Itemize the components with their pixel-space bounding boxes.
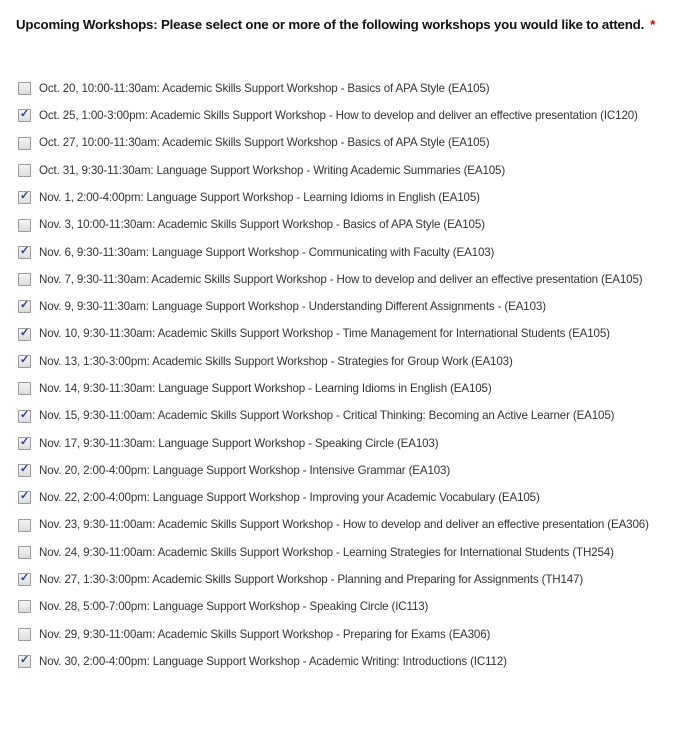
workshop-label[interactable]: Nov. 20, 2:00-4:00pm: Language Support Workshop - Intensive Grammar (EA103) [39, 463, 451, 477]
workshop-checkbox[interactable] [18, 437, 31, 450]
workshop-label[interactable]: Nov. 9, 9:30-11:30am: Language Support Workshop - Understanding Different Assignments - (EA103) [39, 300, 546, 314]
workshop-label[interactable]: Oct. 27, 10:00-11:30am: Academic Skills Support Workshop - Basics of APA Style (EA105) [39, 136, 490, 150]
workshop-label[interactable]: Nov. 28, 5:00-7:00pm: Language Support Workshop - Speaking Circle (IC113) [39, 600, 429, 614]
workshop-checkbox[interactable] [18, 546, 31, 559]
workshop-option[interactable] [18, 648, 658, 675]
workshop-checkbox[interactable] [18, 109, 31, 122]
workshop-option[interactable] [18, 348, 658, 375]
workshop-option[interactable] [18, 566, 658, 593]
workshop-label[interactable]: Nov. 1, 2:00-4:00pm: Language Support Workshop - Learning Idioms in English (EA105) [39, 191, 480, 205]
workshop-option[interactable] [18, 293, 658, 320]
workshop-option[interactable] [18, 512, 658, 539]
workshop-label[interactable]: Nov. 23, 9:30-11:00am: Academic Skills Support Workshop - How to develop and deliver an effective presentation (EA306) [39, 518, 649, 532]
workshop-label[interactable]: Nov. 13, 1:30-3:00pm: Academic Skills Support Workshop - Strategies for Group Work (EA103) [39, 354, 513, 368]
workshop-label[interactable]: Oct. 20, 10:00-11:30am: Academic Skills Support Workshop - Basics of APA Style (EA105) [39, 81, 490, 95]
workshop-label[interactable]: Nov. 27, 1:30-3:00pm: Academic Skills Support Workshop - Planning and Preparing for Assignments (TH147) [39, 572, 584, 586]
workshop-checkbox[interactable] [18, 219, 31, 232]
workshop-checkbox[interactable] [18, 164, 31, 177]
workshop-label[interactable]: Nov. 15, 9:30-11:00am: Academic Skills Support Workshop - Critical Thinking: Becoming an Active Learner (EA105) [39, 409, 615, 423]
workshop-checkbox[interactable] [18, 410, 31, 423]
workshop-option[interactable] [18, 621, 658, 648]
workshop-option[interactable] [18, 539, 658, 566]
workshop-checkbox[interactable] [18, 191, 31, 204]
workshop-label[interactable]: Nov. 17, 9:30-11:30am: Language Support Workshop - Speaking Circle (EA103) [39, 436, 439, 450]
workshop-option[interactable] [18, 402, 658, 429]
question-text: Upcoming Workshops: Please select one or more of the following workshops you would like to attend. [16, 17, 645, 32]
workshop-checkbox[interactable] [18, 628, 31, 641]
workshop-label[interactable]: Oct. 25, 1:00-3:00pm: Academic Skills Support Workshop - How to develop and deliver an effective presentation (IC120) [39, 109, 638, 123]
workshop-label[interactable]: Oct. 31, 9:30-11:30am: Language Support Workshop - Writing Academic Summaries (EA105) [39, 163, 506, 177]
workshop-checkbox[interactable] [18, 328, 31, 341]
workshop-label[interactable]: Nov. 10, 9:30-11:30am: Academic Skills Support Workshop - Time Management for International Students (EA105) [39, 327, 610, 341]
workshop-checkbox[interactable] [18, 655, 31, 668]
workshop-option[interactable] [18, 266, 658, 293]
workshop-label[interactable]: Nov. 30, 2:00-4:00pm: Language Support Workshop - Academic Writing: Introductions (IC112) [39, 654, 507, 668]
workshop-option[interactable] [18, 239, 658, 266]
workshop-label[interactable]: Nov. 22, 2:00-4:00pm: Language Support Workshop - Improving your Academic Vocabulary (EA105) [39, 491, 540, 505]
workshop-label[interactable]: Nov. 3, 10:00-11:30am: Academic Skills Support Workshop - Basics of APA Style (EA105) [39, 218, 485, 232]
workshop-label[interactable]: Nov. 24, 9:30-11:00am: Academic Skills Support Workshop - Learning Strategies for International Students (TH254) [39, 545, 614, 559]
workshop-option[interactable] [18, 130, 658, 157]
workshop-checkbox[interactable] [18, 491, 31, 504]
workshop-option[interactable] [18, 321, 658, 348]
workshop-checkbox[interactable] [18, 464, 31, 477]
workshop-label[interactable]: Nov. 14, 9:30-11:30am: Language Support Workshop - Learning Idioms in English (EA105) [39, 381, 492, 395]
workshop-option[interactable] [18, 184, 658, 211]
workshop-checkbox[interactable] [18, 519, 31, 532]
workshop-label[interactable]: Nov. 7, 9:30-11:30am: Academic Skills Support Workshop - How to develop and deliver an effective presentation (EA105) [39, 272, 643, 286]
workshop-option[interactable] [18, 375, 658, 402]
required-asterisk: * [650, 17, 656, 32]
workshop-option[interactable] [18, 102, 658, 129]
workshop-option[interactable] [18, 157, 658, 184]
workshop-checkbox[interactable] [18, 355, 31, 368]
workshop-option[interactable] [18, 593, 658, 620]
workshop-checkbox[interactable] [18, 300, 31, 313]
workshop-checkbox[interactable] [18, 246, 31, 259]
workshop-checkbox[interactable] [18, 273, 31, 286]
workshop-checkbox-list [18, 75, 658, 675]
workshop-checkbox[interactable] [18, 137, 31, 150]
workshop-option[interactable] [18, 484, 658, 511]
question-title [16, 17, 655, 32]
workshop-label[interactable]: Nov. 29, 9:30-11:00am: Academic Skills Support Workshop - Preparing for Exams (EA306) [39, 627, 491, 641]
workshop-option[interactable] [18, 75, 658, 102]
workshop-label[interactable]: Nov. 6, 9:30-11:30am: Language Support Workshop - Communicating with Faculty (EA103) [39, 245, 495, 259]
workshop-checkbox[interactable] [18, 82, 31, 95]
workshop-option[interactable] [18, 211, 658, 238]
workshop-checkbox[interactable] [18, 600, 31, 613]
workshop-option[interactable] [18, 457, 658, 484]
workshop-checkbox[interactable] [18, 382, 31, 395]
workshop-checkbox[interactable] [18, 573, 31, 586]
workshop-option[interactable] [18, 430, 658, 457]
